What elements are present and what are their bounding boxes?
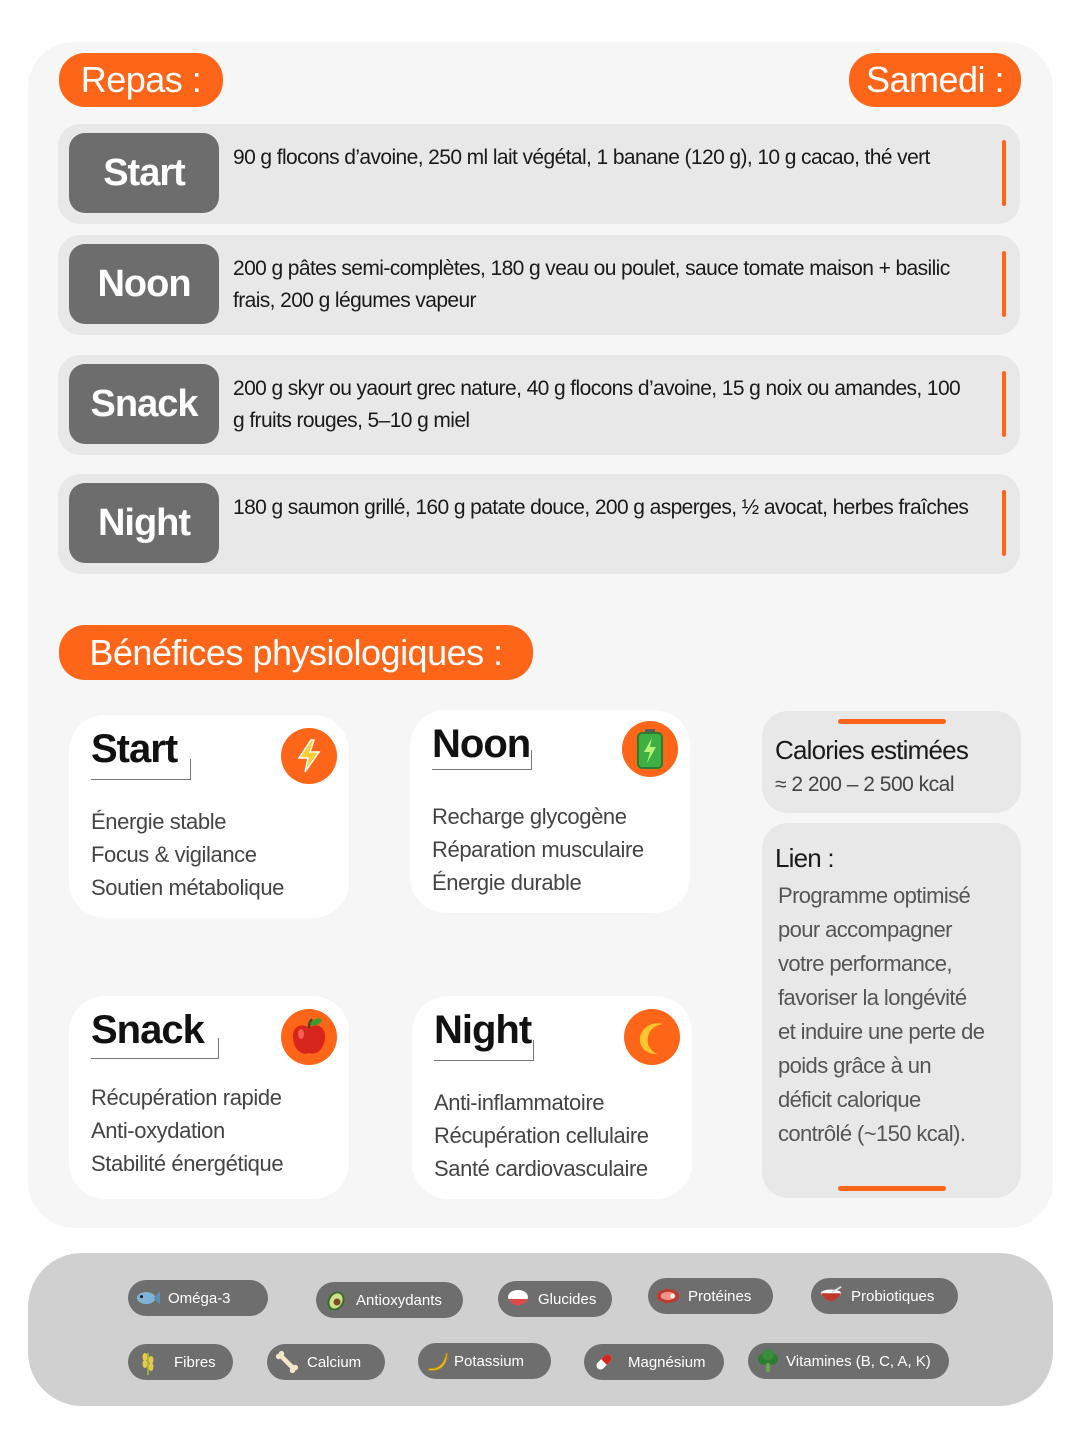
nutrient-label: Magnésium xyxy=(628,1353,706,1371)
benefit-item: Recharge glycogène xyxy=(432,804,627,829)
benefit-card-title: Snack xyxy=(91,1008,204,1052)
benefit-card-snack xyxy=(69,996,349,1199)
nutrient-chip-antioxydants xyxy=(316,1282,463,1318)
title-underline xyxy=(434,1060,534,1061)
day-title: Samedi : xyxy=(865,59,1005,100)
nutrient-label: Vitamines (B, C, A, K) xyxy=(786,1352,931,1370)
avocado-icon xyxy=(324,1288,348,1312)
calories-box xyxy=(762,711,1021,813)
link-text-line: pour accompagner xyxy=(778,917,952,942)
benefit-item: Stabilité énergétique xyxy=(91,1151,284,1176)
benefit-card-title: Night xyxy=(434,1008,532,1052)
link-text-line: déficit calorique xyxy=(778,1087,921,1112)
link-box xyxy=(762,823,1021,1198)
title-underline xyxy=(91,1058,219,1059)
benefit-card-title: Start xyxy=(91,727,178,771)
link-text-line: contrôlé (~150 kcal). xyxy=(778,1121,966,1146)
meals-title: Repas : xyxy=(80,59,202,100)
benefits-title: Bénéfices physiologiques : xyxy=(89,631,503,673)
benefit-item: Focus & vigilance xyxy=(91,842,257,867)
meal-row-noon xyxy=(58,235,1020,335)
title-underline-tick xyxy=(533,1040,534,1061)
benefit-item: Récupération rapide xyxy=(91,1085,282,1110)
title-underline-tick xyxy=(218,1038,219,1059)
nutrient-label: Glucides xyxy=(538,1290,597,1308)
benefit-card-title: Noon xyxy=(432,722,531,766)
link-text-line: favoriser la longévité xyxy=(778,985,967,1010)
rice-icon xyxy=(506,1287,530,1311)
meal-text: 180 g saumon grillé, 160 g patate douce, 200 g asperges, ½ avocat, herbes fraîches xyxy=(233,496,969,519)
nutrients-bar xyxy=(28,1253,1053,1406)
lightning-icon xyxy=(281,728,337,784)
benefits-title-pill xyxy=(59,625,533,680)
meat-icon xyxy=(656,1284,680,1308)
nutrient-label: Probiotiques xyxy=(851,1287,935,1305)
benefit-list xyxy=(432,800,644,899)
benefit-list xyxy=(91,805,284,904)
meal-label: Noon xyxy=(69,244,219,324)
link-text xyxy=(778,879,984,1151)
meal-text: 200 g pâtes semi-complètes, 180 g veau ou poulet, sauce tomate maison + basilic frais, 200 g légumes vapeur xyxy=(233,257,950,312)
benefit-card-noon xyxy=(410,710,690,913)
benefit-item: Soutien métabolique xyxy=(91,875,284,900)
calories-title: Calories estimées xyxy=(775,735,969,765)
apple-icon xyxy=(281,1009,337,1065)
benefit-item: Santé cardiovasculaire xyxy=(434,1156,648,1181)
meal-accent-bar xyxy=(1002,140,1006,206)
link-text-line: poids grâce à un xyxy=(778,1053,932,1078)
benefit-item: Énergie stable xyxy=(91,809,227,834)
meal-row-night xyxy=(58,474,1020,574)
fish-icon xyxy=(136,1286,160,1310)
link-title: Lien : xyxy=(775,843,834,873)
meal-row-snack xyxy=(58,355,1020,455)
nutrient-chip-potassium xyxy=(418,1343,551,1379)
nutrient-label: Oméga-3 xyxy=(168,1289,231,1307)
link-accent-line xyxy=(838,1186,946,1191)
benefit-item: Réparation musculaire xyxy=(432,837,644,862)
title-underline-tick xyxy=(531,750,532,770)
nutrient-label: Calcium xyxy=(307,1353,362,1371)
wheat-icon xyxy=(136,1350,160,1374)
nutrient-chip-calcium xyxy=(267,1344,385,1380)
benefit-list xyxy=(434,1086,649,1185)
bone-icon xyxy=(275,1350,299,1374)
nutrient-chip-omega3 xyxy=(128,1280,268,1316)
meal-accent-bar xyxy=(1002,371,1006,437)
benefit-item: Anti-oxydation xyxy=(91,1118,225,1143)
calories-value: ≈ 2 200 – 2 500 kcal xyxy=(775,773,954,796)
calories-accent-line xyxy=(838,719,946,724)
title-underline-tick xyxy=(190,759,191,780)
link-text-line: et induire une perte de xyxy=(778,1019,985,1044)
nutrient-label: Antioxydants xyxy=(356,1291,442,1309)
nutrient-label: Fibres xyxy=(174,1353,216,1371)
meal-accent-bar xyxy=(1002,490,1006,556)
pill-icon xyxy=(592,1350,616,1374)
meal-label: Start xyxy=(69,133,219,213)
benefit-card-night xyxy=(412,996,692,1199)
nutrient-chip-vitamines xyxy=(748,1343,949,1379)
moon-icon xyxy=(624,1009,680,1065)
meal-text: 90 g flocons d’avoine, 250 ml lait végétal, 1 banane (120 g), 10 g cacao, thé vert xyxy=(233,146,930,169)
title-underline xyxy=(432,769,532,770)
nutrient-chip-proteines xyxy=(648,1278,773,1314)
nutrient-chip-fibres xyxy=(128,1344,233,1380)
battery-icon xyxy=(622,721,678,777)
nutrient-chip-magnesium xyxy=(584,1344,724,1380)
benefit-list xyxy=(91,1081,283,1180)
benefit-item: Récupération cellulaire xyxy=(434,1123,649,1148)
nutrient-label: Protéines xyxy=(688,1287,752,1305)
yogurt-bowl-icon xyxy=(819,1284,843,1308)
day-pill xyxy=(849,53,1021,107)
benefit-item: Énergie durable xyxy=(432,870,582,895)
meal-label: Snack xyxy=(69,364,219,444)
meal-row-start xyxy=(58,124,1020,224)
title-underline xyxy=(91,779,191,780)
benefit-card-start xyxy=(69,715,349,918)
banana-icon xyxy=(426,1349,450,1373)
meal-label: Night xyxy=(69,483,219,563)
broccoli-icon xyxy=(756,1349,780,1373)
link-text-line: votre performance, xyxy=(778,951,952,976)
nutrient-chip-glucides xyxy=(498,1281,612,1317)
nutrient-chip-probiotiques xyxy=(811,1278,958,1314)
meal-text: 200 g skyr ou yaourt grec nature, 40 g flocons d’avoine, 15 g noix ou amandes, 100 g fruits rouges, 5–10 g miel xyxy=(233,377,961,432)
benefit-item: Anti-inflammatoire xyxy=(434,1090,605,1115)
meal-accent-bar xyxy=(1002,251,1006,317)
nutrient-label: Potassium xyxy=(454,1352,525,1370)
meals-title-pill xyxy=(59,53,223,107)
link-text-line: Programme optimisé xyxy=(778,883,971,908)
